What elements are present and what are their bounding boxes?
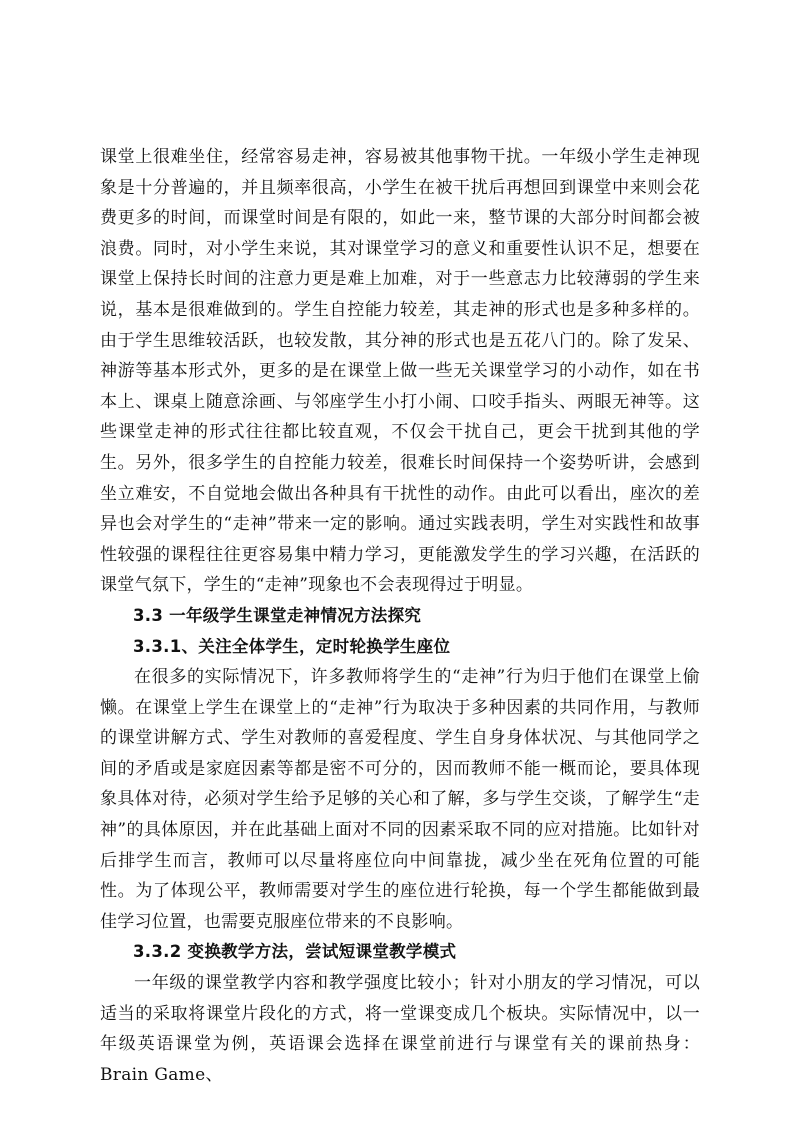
body-paragraph-continuation: 课堂上很难坐住，经常容易走神，容易被其他事物干扰。一年级小学生走神现象是十分普遍的，并且频率很高，小学生在被干扰后再想回到课堂中来则会花费更多的时间，而课堂时间是有限的，如此一来，整节课的大部分时间都会被浪费。同时，对小学生来说，其对课堂学习的意义和重要性认识不足，想要在课堂上保持长时间的注意力更是难上加难，对于一些意志力比较薄弱的学生来说，基本是很难做到的。学生自控能力较差，其走神的形式也是多种多样的。由于学生思维较活跃，也较发散，其分神的形式也是五花八门的。除了发呆、神游等基本形式外，更多的是在课堂上做一些无关课堂学习的小动作，如在书本上、课桌上随意涂画、与邻座学生小打小闹、口咬手指头、两眼无神等。这些课堂走神的形式往往都比较直观，不仅会干扰自己，更会干扰到其他的学生。另外，很多学生的自控能力较差，很难长时间保持一个姿势听讲，会感到坐立难安，不自觉地会做出各种具有干扰性的动作。由此可以看出，座次的差异也会对学生的“走神”带来一定的影响。通过实践表明，学生对实践性和故事性较强的课程往往更容易集中精力学习，更能激发学生的学习兴趣，在活跃的课堂气氛下，学生的“走神”现象也不会表现得过于明显。 (100, 147, 700, 596)
body-paragraph-teaching-method: 一年级的课堂教学内容和教学强度比较小；针对小朋友的学习情况，可以适当的采取将课堂片段化的方式，将一堂课变成几个板块。实际情况中，以一年级英语课堂为例，英语课会选择在课堂前进行与课堂有关的课前热身：Brain Game、 (100, 973, 700, 1085)
subsection-heading-3-3-1: 3.3.1、关注全体学生，定时轮换学生座位 (133, 636, 451, 656)
body-paragraph-seating: 在很多的实际情况下，许多教师将学生的“走神”行为归于他们在课堂上偷懒。在课堂上学生在课堂上的“走神”行为取决于多种因素的共同作用，与教师的课堂讲解方式、学生对教师的喜爱程度、学生自身身体状况、与其他同学之间的矛盾或是家庭因素等都是密不可分的，因而教师不能一概而论，要具体现象具体对待，必须对学生给予足够的关心和了解，多与学生交谈，了解学生“走神”的具体原因，并在此基础上面对不同的因素采取不同的应对措施。比如针对后排学生而言，教师可以尽量将座位向中间靠拢，减少坐在死角位置的可能性。为了体现公平，教师需要对学生的座位进行轮换，每一个学生都能做到最佳学习位置，也需要克服座位带来的不良影响。 (100, 667, 700, 932)
section-heading-3-3: 3.3 一年级学生课堂走神情况方法探究 (133, 605, 422, 625)
document-page (100, 142, 700, 1090)
subsection-heading-3-3-2: 3.3.2 变换教学方法，尝试短课堂教学模式 (133, 942, 457, 962)
